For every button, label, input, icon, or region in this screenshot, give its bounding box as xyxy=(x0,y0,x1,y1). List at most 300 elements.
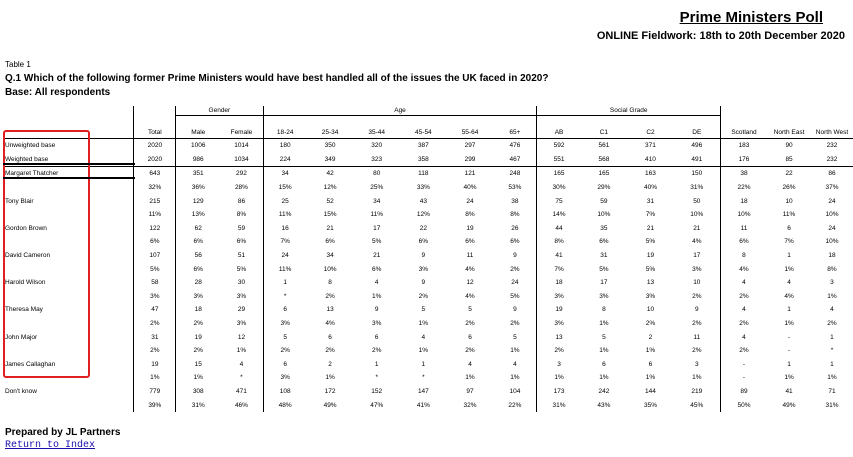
table-cell: 2% xyxy=(465,320,475,328)
table-cell: 2% xyxy=(692,320,702,328)
table-cell: 2% xyxy=(537,344,581,358)
table-row xyxy=(3,235,853,249)
table-cell: 4 xyxy=(374,279,379,287)
table-cell: 13 xyxy=(537,330,581,344)
table-cell: 39% xyxy=(134,398,176,412)
table-cell: 7% xyxy=(645,211,656,219)
table-cell: 45% xyxy=(690,401,704,409)
table-cell: 643 xyxy=(134,167,176,181)
table-cell: 9 xyxy=(421,252,426,260)
table-cell: 292 xyxy=(220,167,263,181)
table-cell: 163 xyxy=(627,167,674,181)
table-cell: 299 xyxy=(464,155,476,163)
table-cell: 30 xyxy=(237,279,246,287)
table-cell: 6% xyxy=(510,238,520,246)
table-row xyxy=(3,385,853,399)
table-cell: 219 xyxy=(691,387,703,395)
table-cell: 46% xyxy=(234,401,248,409)
table-row xyxy=(3,249,853,263)
question-text: Q.1 Which of the following former Prime Ministers would have best handled all of the issues the UK faced in 2020? xyxy=(5,73,549,84)
table-cell: 224 xyxy=(263,153,307,167)
table-cell: 10% xyxy=(825,211,839,219)
table-cell: 13% xyxy=(176,208,221,222)
table-cell: 3% xyxy=(537,317,581,331)
table-cell: 11 xyxy=(720,222,767,236)
table-cell: 35 xyxy=(600,224,608,232)
table-cell: 496 xyxy=(691,142,703,150)
table-cell: 351 xyxy=(176,167,221,181)
table-cell: 25 xyxy=(263,194,307,208)
table-cell: 24 xyxy=(466,197,474,205)
table-cell: 19 xyxy=(646,252,655,260)
table-cell: 3% xyxy=(418,265,429,273)
table-cell: 17 xyxy=(693,252,701,260)
table-row xyxy=(3,371,853,385)
table-cell: 173 xyxy=(537,385,581,399)
table-cell: 12 xyxy=(466,279,474,287)
table-cell: 11% xyxy=(263,208,307,222)
row-label: James Callaghan xyxy=(5,360,56,368)
table-cell: 350 xyxy=(324,142,336,150)
row-divider xyxy=(3,163,135,165)
table-cell: 14% xyxy=(537,208,581,222)
table-cell: 10% xyxy=(323,265,337,273)
table-cell: 12% xyxy=(323,184,337,192)
table-cell: 2% xyxy=(465,347,475,355)
table-cell: 1% xyxy=(134,371,176,385)
table-cell: 19 xyxy=(134,358,176,372)
table-cell: 75 xyxy=(537,194,581,208)
table-cell: 4% xyxy=(720,262,767,276)
table-cell: 6 xyxy=(263,303,307,317)
table-cell: 58 xyxy=(134,276,176,290)
table-cell: 3% xyxy=(236,292,247,300)
table-cell: 1% xyxy=(510,347,520,355)
table-cell: 2 xyxy=(648,333,653,341)
table-cell: 34 xyxy=(326,252,334,260)
table-cell: 387 xyxy=(417,142,429,150)
table-cell: 1% xyxy=(176,371,221,385)
column-header: 25-34 xyxy=(307,116,354,139)
group-header: Age xyxy=(263,106,537,116)
row-label: Margaret Thatcher xyxy=(3,167,134,181)
table-cell: 5% xyxy=(645,238,656,246)
table-cell: * xyxy=(263,290,307,304)
table-cell: 8 xyxy=(720,249,767,263)
table-cell: 1% xyxy=(692,374,702,382)
table-cell: 9 xyxy=(513,306,517,314)
table-cell: 5% xyxy=(236,265,247,273)
table-cell: 6% xyxy=(176,262,221,276)
table-cell: 24 xyxy=(828,224,836,232)
table-cell: 85 xyxy=(785,155,793,163)
table-cell: 180 xyxy=(263,139,307,153)
table-cell: 26 xyxy=(511,224,519,232)
column-header: Scotland xyxy=(720,116,767,139)
table-cell: 4 xyxy=(720,330,767,344)
column-header: 55-64 xyxy=(447,116,494,139)
table-cell: 491 xyxy=(691,155,703,163)
table-cell: 16 xyxy=(263,222,307,236)
table-cell: 1% xyxy=(599,320,609,328)
table-cell: 1% xyxy=(325,374,335,382)
table-cell: 3% xyxy=(134,290,176,304)
table-cell: 28% xyxy=(234,184,248,192)
table-cell: 172 xyxy=(324,387,336,395)
table-cell: 8 xyxy=(602,306,606,314)
table-cell: 7% xyxy=(784,238,794,246)
table-cell: 1% xyxy=(372,292,382,300)
table-cell: 2% xyxy=(176,317,221,331)
table-cell: 2% xyxy=(325,347,335,355)
table-cell: 51 xyxy=(237,252,246,260)
column-header: 18-24 xyxy=(263,116,307,139)
table-cell: 4 xyxy=(421,333,426,341)
table-cell: 56 xyxy=(176,249,221,263)
table-cell: 3% xyxy=(599,292,609,300)
table-cell: 2% xyxy=(325,292,335,300)
table-cell: 4% xyxy=(784,292,794,300)
table-cell: 3% xyxy=(263,371,307,385)
table-cell: 5% xyxy=(599,265,609,273)
table-cell: 26% xyxy=(782,184,796,192)
table-row xyxy=(3,398,853,412)
table-cell: 22 xyxy=(419,224,427,232)
table-cell: 104 xyxy=(509,387,521,395)
table-cell: 1 xyxy=(830,333,834,341)
table-cell: 5% xyxy=(372,238,382,246)
table-cell: 34 xyxy=(263,167,307,181)
table-cell: 371 xyxy=(645,142,656,150)
table-cell: 8% xyxy=(537,235,581,249)
table-cell: 467 xyxy=(509,155,521,163)
table-cell: 10% xyxy=(690,211,704,219)
table-cell: 232 xyxy=(826,142,838,150)
row-label: Gordon Brown xyxy=(5,224,47,232)
table-cell: 10% xyxy=(597,211,611,219)
table-cell: 986 xyxy=(176,153,221,167)
table-cell: 9 xyxy=(695,306,699,314)
table-cell: 49% xyxy=(323,401,337,409)
table-cell: 6% xyxy=(720,235,767,249)
table-cell: 2% xyxy=(134,317,176,331)
table-cell: 410 xyxy=(645,155,656,163)
table-cell: 323 xyxy=(371,155,383,163)
table-cell: 1% xyxy=(599,374,609,382)
prepared-by: Prepared by JL Partners xyxy=(5,427,121,438)
table-cell: 1 xyxy=(830,360,834,368)
table-cell: 4 xyxy=(513,360,517,368)
table-cell: 8% xyxy=(827,265,837,273)
table-cell: 8 xyxy=(328,279,332,287)
table-cell: 31 xyxy=(600,252,608,260)
page-title: Prime Ministers Poll xyxy=(679,9,823,26)
table-cell: 21 xyxy=(326,224,334,232)
table-cell: 6% xyxy=(236,238,247,246)
table-cell: 248 xyxy=(493,167,537,181)
table-cell: 22 xyxy=(767,167,811,181)
table-cell: 41 xyxy=(537,249,581,263)
table-cell: 4 xyxy=(830,306,834,314)
table-cell: 7% xyxy=(263,235,307,249)
table-cell: 5 xyxy=(421,306,426,314)
table-cell: 476 xyxy=(509,142,521,150)
table-label: Table 1 xyxy=(5,60,31,69)
table-cell: 89 xyxy=(720,385,767,399)
table-cell: 86 xyxy=(811,167,853,181)
column-header: 45-54 xyxy=(400,116,447,139)
table-row xyxy=(3,358,853,372)
table-cell: 18 xyxy=(720,194,767,208)
table-cell: 1034 xyxy=(234,155,249,163)
table-cell: 30% xyxy=(537,181,581,195)
column-header: Female xyxy=(220,116,263,139)
table-row xyxy=(3,344,853,358)
table-cell: 8% xyxy=(510,211,520,219)
table-cell: 2% xyxy=(720,317,767,331)
group-header xyxy=(134,106,176,116)
table-cell: 561 xyxy=(598,142,610,150)
table-cell: * xyxy=(830,347,834,355)
table-cell: 779 xyxy=(134,385,176,399)
table-cell: 5 xyxy=(263,330,307,344)
table-cell: 1 xyxy=(787,360,791,368)
table-cell: - xyxy=(787,333,791,341)
table-cell: 2% xyxy=(510,265,520,273)
table-cell: 37% xyxy=(825,184,839,192)
table-cell: 11 xyxy=(693,333,701,341)
table-cell: 2% xyxy=(134,344,176,358)
table-cell: 2020 xyxy=(134,139,176,153)
table-cell: 4% xyxy=(465,265,475,273)
table-cell: 38 xyxy=(511,197,519,205)
table-cell: 3% xyxy=(176,290,221,304)
table-cell: 6 xyxy=(468,333,472,341)
table-cell: 144 xyxy=(645,387,656,395)
table-cell: 5 xyxy=(602,333,606,341)
table-cell: 18 xyxy=(537,276,581,290)
table-cell: 62 xyxy=(176,222,221,236)
table-cell: 24 xyxy=(511,279,519,287)
table-cell: 9 xyxy=(421,279,426,287)
table-cell: 18 xyxy=(828,252,836,260)
column-header: C2 xyxy=(627,116,674,139)
table-cell: 22% xyxy=(720,181,767,195)
table-cell: 12% xyxy=(416,211,430,219)
table-cell: 6% xyxy=(134,235,176,249)
table-cell: 33% xyxy=(416,184,430,192)
column-header: North East xyxy=(767,116,811,139)
table-cell: 43% xyxy=(597,401,611,409)
table-row xyxy=(3,330,853,344)
column-header: DE xyxy=(674,116,721,139)
table-cell: 107 xyxy=(134,249,176,263)
table-cell: 29% xyxy=(597,184,611,192)
table-cell: 320 xyxy=(371,142,383,150)
table-cell: 2 xyxy=(328,360,332,368)
table-cell: 1% xyxy=(510,374,520,382)
table-cell: 108 xyxy=(263,385,307,399)
table-cell: 6 xyxy=(787,224,791,232)
table-cell: 11% xyxy=(782,211,796,219)
table-cell: 4 xyxy=(787,279,791,287)
table-cell: 118 xyxy=(400,167,447,181)
table-cell: 1% xyxy=(784,320,794,328)
group-header: Gender xyxy=(176,106,263,116)
table-cell: 31% xyxy=(537,398,581,412)
row-label: John Major xyxy=(5,333,38,341)
table-cell: 1% xyxy=(827,374,837,382)
table-cell: 47 xyxy=(134,303,176,317)
table-cell: - xyxy=(720,371,767,385)
table-cell: 52 xyxy=(326,197,334,205)
table-cell: 358 xyxy=(417,155,429,163)
table-cell: 1 xyxy=(263,276,307,290)
table-cell: 5 xyxy=(468,306,472,314)
table-cell: 3% xyxy=(537,290,581,304)
table-cell: 6 xyxy=(602,360,606,368)
table-cell: 41% xyxy=(416,401,430,409)
table-cell: 5% xyxy=(645,265,656,273)
column-header: 65+ xyxy=(493,116,537,139)
table-cell: 31% xyxy=(176,398,221,412)
table-row xyxy=(3,303,853,317)
table-cell: 592 xyxy=(537,139,581,153)
table-row xyxy=(3,194,853,208)
column-header: 35-44 xyxy=(353,116,400,139)
table-cell: 1% xyxy=(827,292,837,300)
row-label: Weighted base xyxy=(5,155,49,163)
table-cell: 48% xyxy=(263,398,307,412)
table-cell: 24 xyxy=(263,249,307,263)
table-cell: 12 xyxy=(237,333,246,341)
table-cell: 4 xyxy=(720,276,767,290)
table-cell: 3% xyxy=(263,317,307,331)
table-cell: 242 xyxy=(598,387,610,395)
table-cell: 3 xyxy=(830,279,834,287)
table-cell: 10 xyxy=(646,306,655,314)
table-cell: 59 xyxy=(600,197,608,205)
table-cell: 3% xyxy=(645,292,656,300)
table-cell: 6 xyxy=(374,333,379,341)
table-cell: 1 xyxy=(421,360,426,368)
table-cell: 6% xyxy=(599,238,609,246)
table-cell: 9 xyxy=(374,306,379,314)
table-cell: 2% xyxy=(176,344,221,358)
table-cell: 97 xyxy=(466,387,474,395)
table-cell: 3% xyxy=(372,320,382,328)
table-cell: 31 xyxy=(646,197,655,205)
table-cell: 44 xyxy=(537,222,581,236)
table-cell: 4 xyxy=(468,360,472,368)
table-cell: 5% xyxy=(134,262,176,276)
table-cell: 568 xyxy=(598,155,610,163)
table-cell: 50 xyxy=(693,197,701,205)
table-cell: 147 xyxy=(417,387,429,395)
table-cell: 59 xyxy=(237,224,246,232)
table-cell: 40% xyxy=(643,184,657,192)
table-cell: 1% xyxy=(537,371,581,385)
table-cell: 86 xyxy=(237,197,246,205)
table-row xyxy=(3,222,853,236)
table-cell: 29 xyxy=(237,306,246,314)
table-cell: 10 xyxy=(785,197,793,205)
row-label: David Cameron xyxy=(5,252,51,260)
table-cell: 11% xyxy=(263,262,307,276)
table-cell: 43 xyxy=(419,197,427,205)
table-row xyxy=(3,317,853,331)
table-cell: 2% xyxy=(645,320,656,328)
row-label: Harold Wilson xyxy=(5,279,46,287)
group-header: Social Grade xyxy=(537,106,720,116)
table-cell: 165 xyxy=(537,167,581,181)
table-cell: 31% xyxy=(825,401,839,409)
table-cell: 152 xyxy=(371,387,383,395)
table-cell: 297 xyxy=(464,142,476,150)
table-cell: 4 xyxy=(239,360,244,368)
table-cell: 349 xyxy=(324,155,336,163)
table-cell: 28 xyxy=(176,276,221,290)
table-cell: 36% xyxy=(176,181,221,195)
return-to-index-link[interactable]: Return to Index xyxy=(5,440,96,451)
table-cell: 13 xyxy=(326,306,334,314)
table-cell: 471 xyxy=(236,387,247,395)
table-cell: 2% xyxy=(372,347,382,355)
table-cell: 4% xyxy=(465,292,475,300)
table-cell: 40% xyxy=(463,184,477,192)
table-cell: 42 xyxy=(307,167,354,181)
table-cell: 17 xyxy=(600,279,608,287)
table-cell: 2020 xyxy=(134,153,176,167)
table-cell: 1% xyxy=(784,265,794,273)
table-cell: 15 xyxy=(176,358,221,372)
table-cell: 1% xyxy=(645,374,656,382)
table-cell: 3% xyxy=(692,265,702,273)
table-cell: 121 xyxy=(447,167,494,181)
row-label xyxy=(3,398,134,412)
table-cell: 31 xyxy=(134,330,176,344)
table-cell: - xyxy=(787,347,791,355)
table-cell: 183 xyxy=(720,139,767,153)
table-cell: 1014 xyxy=(234,142,249,150)
table-cell: 47% xyxy=(370,401,384,409)
table-cell: 19 xyxy=(176,330,221,344)
row-divider xyxy=(3,177,135,179)
table-cell: 21 xyxy=(693,224,701,232)
table-cell: 49% xyxy=(782,401,796,409)
table-cell: 11% xyxy=(134,208,176,222)
table-cell: 2% xyxy=(692,347,702,355)
table-cell: 6 xyxy=(263,358,307,372)
table-cell: 129 xyxy=(176,194,221,208)
table-cell: 215 xyxy=(134,194,176,208)
table-cell: 32% xyxy=(134,181,176,195)
table-cell: 6% xyxy=(418,238,429,246)
table-cell: 31% xyxy=(690,184,704,192)
table-cell: 10% xyxy=(720,208,767,222)
table-cell: 1% xyxy=(418,320,429,328)
table-cell: 1% xyxy=(418,347,429,355)
table-cell: 21 xyxy=(373,252,381,260)
table-row xyxy=(3,181,853,195)
row-label: Unweighted base xyxy=(5,142,56,150)
table-cell: * xyxy=(422,374,425,382)
table-cell: 8% xyxy=(465,211,475,219)
table-cell: 53% xyxy=(508,184,522,192)
row-label: Don't know xyxy=(5,387,37,395)
table-cell: 3 xyxy=(537,358,581,372)
table-cell: 8% xyxy=(236,211,247,219)
